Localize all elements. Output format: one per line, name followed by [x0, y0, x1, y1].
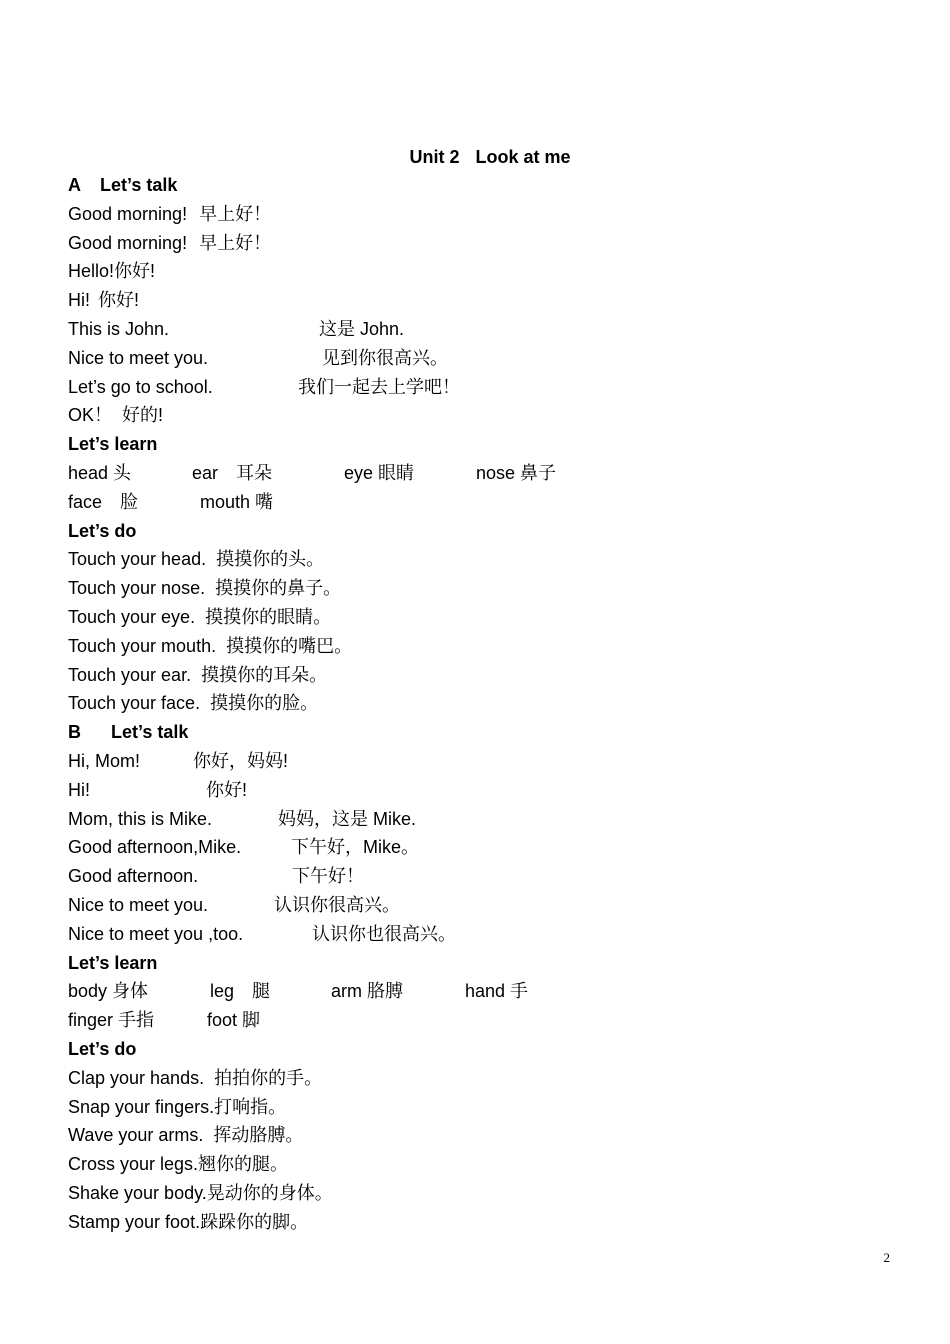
chinese-text: 摸摸你的脸。	[210, 693, 319, 714]
chinese-text: 妈妈，这是 Mike.	[278, 808, 417, 829]
action-line	[68, 1121, 888, 1150]
english-text: Nice to meet you ,too.	[68, 923, 244, 944]
title-name: Look at me	[475, 147, 571, 167]
vocab-row	[68, 459, 888, 488]
chinese-text: 你好，妈妈!	[193, 750, 289, 771]
dialogue-line	[68, 200, 888, 229]
action-line	[68, 1150, 888, 1179]
english-text: Touch your head.	[68, 549, 207, 570]
dialogue-line	[68, 315, 888, 344]
chinese-text: 摸摸你的嘴巴。	[226, 635, 353, 656]
chinese-text: 下午好，Mike。	[291, 837, 420, 858]
heading-label: Let’s learn	[68, 434, 158, 455]
dialogue-line	[68, 257, 888, 286]
chinese-text: 这是 John.	[319, 318, 405, 339]
vocab-item: body 身体	[68, 981, 149, 1002]
chinese-text: 你好!	[114, 261, 156, 282]
dialogue-line	[68, 776, 888, 805]
heading-label: Let’s learn	[68, 952, 158, 973]
dialogue-line	[68, 805, 888, 834]
dialogue-line	[68, 891, 888, 920]
english-text: Touch your eye.	[68, 606, 196, 627]
chinese-text: 摸摸你的耳朵。	[201, 664, 328, 685]
chinese-text: 早上好！	[199, 232, 272, 253]
action-line	[68, 1208, 888, 1237]
chinese-text: 我们一起去上学吧！	[298, 376, 460, 397]
section-b-heading	[68, 718, 888, 747]
page-number: 2	[883, 1250, 890, 1265]
lets-do-heading	[68, 517, 888, 546]
action-line	[68, 632, 888, 661]
dialogue-line	[68, 747, 888, 776]
english-text: Clap your hands.	[68, 1067, 205, 1088]
english-text: Shake your body.	[68, 1182, 207, 1203]
chinese-text: 见到你很高兴。	[322, 347, 448, 368]
dialogue-line	[68, 920, 888, 949]
vocab-item: leg 腿	[210, 981, 271, 1002]
english-text: Snap your fingers.	[68, 1096, 215, 1117]
section-label: Let’s talk	[111, 722, 189, 743]
section-letter: A	[68, 175, 81, 195]
english-text: OK！	[68, 405, 113, 426]
english-text: Touch your mouth.	[68, 635, 217, 656]
english-text: Good morning!	[68, 203, 188, 224]
section-label: Let’s talk	[100, 175, 178, 195]
chinese-text: 挥动胳膊。	[213, 1125, 304, 1146]
chinese-text: 翘你的腿。	[198, 1154, 289, 1175]
section-a-heading	[68, 171, 888, 200]
english-text: Cross your legs.	[68, 1154, 199, 1175]
dialogue-line	[68, 286, 888, 315]
action-line	[68, 1179, 888, 1208]
vocab-row	[68, 488, 888, 517]
action-line	[68, 545, 888, 574]
section-letter: B	[68, 722, 81, 743]
chinese-text: 好的!	[122, 405, 164, 426]
chinese-text: 拍拍你的手。	[214, 1067, 323, 1088]
dialogue-line	[68, 401, 888, 430]
chinese-text: 晃动你的身体。	[206, 1182, 333, 1203]
vocab-item: face 脸	[68, 491, 139, 512]
chinese-text: 早上好！	[199, 203, 272, 224]
english-text: Stamp your foot.	[68, 1211, 201, 1232]
chinese-text: 你好!	[206, 779, 248, 800]
action-line	[68, 574, 888, 603]
english-text: Good afternoon,Mike.	[68, 837, 242, 858]
action-line	[68, 689, 888, 718]
action-line	[68, 1093, 888, 1122]
chinese-text: 下午好！	[292, 866, 364, 887]
lets-learn-heading	[68, 430, 888, 459]
english-text: Good afternoon.	[68, 866, 199, 887]
heading-label: Let’s do	[68, 1038, 137, 1059]
vocab-item: hand 手	[465, 981, 529, 1002]
vocab-item: mouth 嘴	[200, 491, 274, 512]
lets-learn-heading	[68, 949, 888, 978]
english-text: Nice to meet you.	[68, 347, 209, 368]
heading-label: Let’s do	[68, 520, 137, 541]
vocab-item: eye 眼睛	[344, 462, 415, 483]
chinese-text: 打响指。	[214, 1096, 287, 1117]
english-text: Let’s go to school.	[68, 376, 213, 397]
action-line	[68, 1064, 888, 1093]
dialogue-line	[68, 344, 888, 373]
dialogue-line	[68, 229, 888, 258]
chinese-text: 摸摸你的眼睛。	[205, 606, 332, 627]
english-text: Good morning!	[68, 232, 188, 253]
dialogue-line	[68, 862, 888, 891]
dialogue-line	[68, 833, 888, 862]
english-text: Touch your ear.	[68, 664, 192, 685]
title-unit: Unit 2	[409, 147, 460, 167]
vocab-item: arm 胳膊	[331, 981, 403, 1002]
english-text: Hi!	[68, 290, 90, 311]
chinese-text: 认识你很高兴。	[274, 894, 400, 915]
english-text: Nice to meet you.	[68, 894, 209, 915]
chinese-text: 摸摸你的头。	[216, 549, 325, 570]
page-title	[0, 145, 950, 169]
english-text: Mom, this is Mike.	[68, 808, 213, 829]
english-text: Hi!	[68, 779, 90, 800]
chinese-text: 摸摸你的鼻子。	[215, 578, 342, 599]
vocab-row	[68, 1006, 888, 1035]
english-text: Touch your face.	[68, 693, 201, 714]
vocab-row	[68, 977, 888, 1006]
english-text: Hi, Mom!	[68, 750, 140, 771]
lets-do-heading	[68, 1035, 888, 1064]
chinese-text: 跺跺你的脚。	[200, 1211, 309, 1232]
vocab-item: finger 手指	[68, 1010, 155, 1031]
action-line	[68, 603, 888, 632]
english-text: Touch your nose.	[68, 578, 206, 599]
vocab-item: foot 脚	[207, 1010, 261, 1031]
document-body	[68, 171, 888, 1236]
vocab-item: nose 鼻子	[476, 462, 557, 483]
english-text: Wave your arms.	[68, 1125, 204, 1146]
dialogue-line	[68, 373, 888, 402]
action-line	[68, 661, 888, 690]
vocab-item: head 头	[68, 462, 132, 483]
english-text: Hello!	[68, 261, 115, 282]
chinese-text: 你好!	[98, 290, 140, 311]
chinese-text: 认识你也很高兴。	[312, 923, 456, 944]
vocab-item: ear 耳朵	[192, 462, 273, 483]
english-text: This is John.	[68, 318, 170, 339]
